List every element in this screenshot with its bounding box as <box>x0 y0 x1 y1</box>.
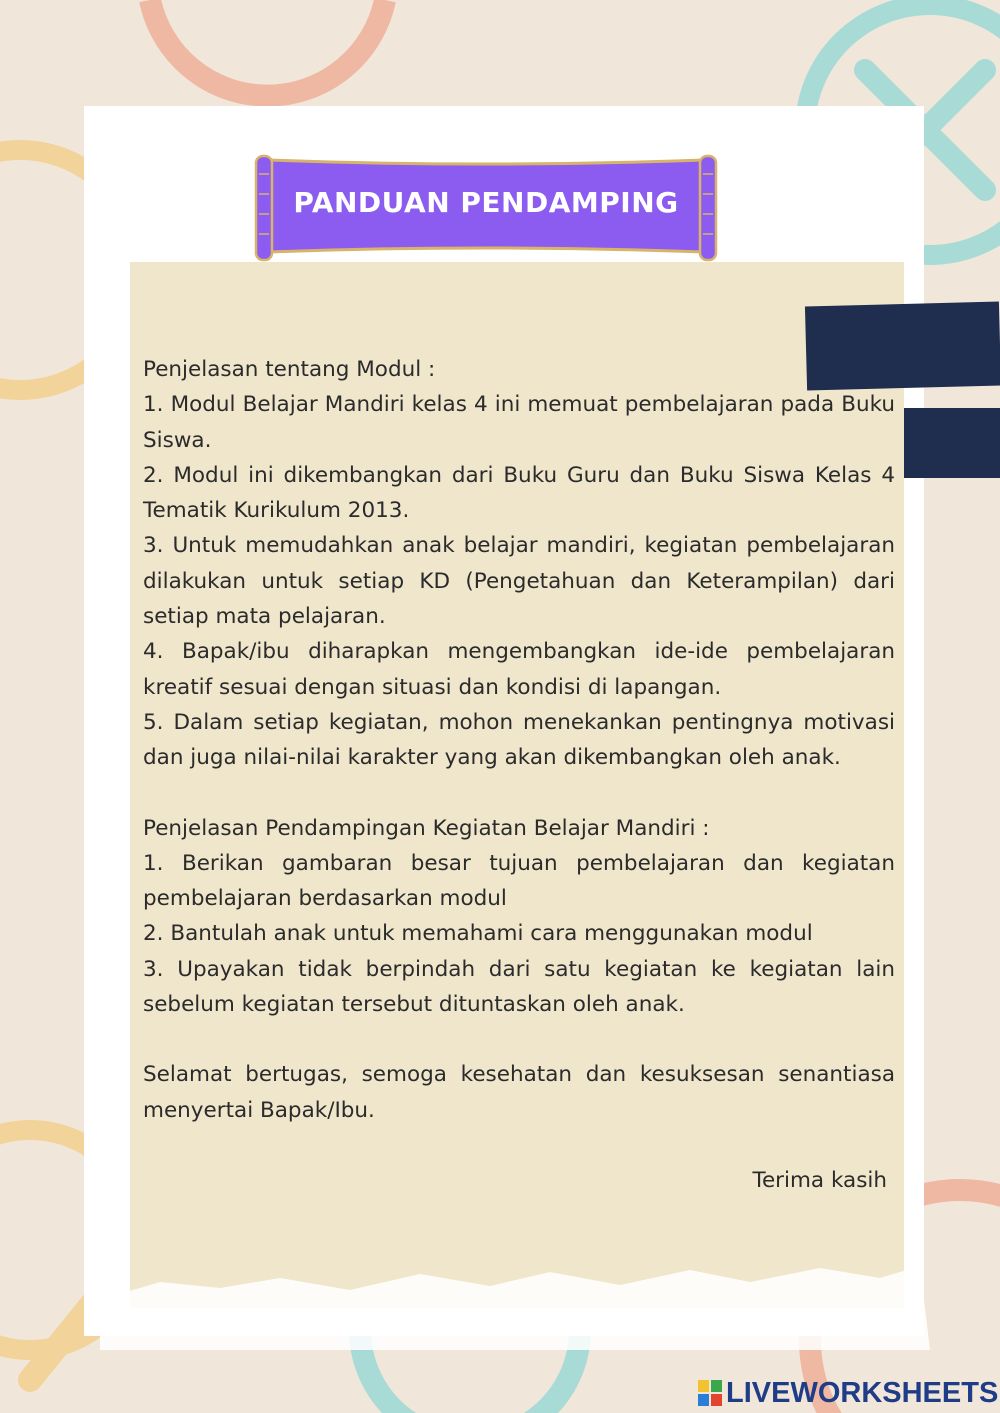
section-heading: Penjelasan Pendampingan Kegiatan Belajar Mandiri : <box>143 815 710 841</box>
signoff-text: Terima kasih <box>752 1167 887 1193</box>
torn-edge <box>100 1230 940 1350</box>
list-item: 5. Dalam setiap kegiatan, mohon menekankan pentingnya motivasi dan juga nilai-nilai karakter yang akan dikembangkan oleh anak. <box>143 709 895 771</box>
spacer <box>143 1022 895 1057</box>
list-item: 2. Modul ini dikembangkan dari Buku Guru dan Buku Siswa Kelas 4 Tematik Kurikulum 2013. <box>143 462 895 524</box>
page-title: PANDUAN PENDAMPING <box>293 186 679 219</box>
liveworksheets-logo[interactable] <box>698 1378 998 1408</box>
list-item: 3. Untuk memudahkan anak belajar mandiri, kegiatan pembelajaran dilakukan untuk setiap KD (Pengetahuan dan Keterampilan) dari setiap mata pelajaran. <box>143 533 895 630</box>
list-item: 3. Upayakan tidak berpindah dari satu kegiatan ke kegiatan lain sebelum kegiatan tersebut dituntaskan oleh anak. <box>143 956 895 1018</box>
section-heading: Penjelasan tentang Modul : <box>143 357 436 382</box>
spacer <box>143 776 895 811</box>
tape-strip-bottom <box>904 408 1000 478</box>
list-item: 1. Modul Belajar Mandiri kelas 4 ini memuat pembelajaran pada Buku Siswa. <box>143 392 895 453</box>
spacer <box>143 1128 895 1163</box>
content-body <box>143 352 895 1198</box>
list-item: 1. Berikan gambaran besar tujuan pembelajaran dan kegiatan pembelajaran berdasarkan modul <box>143 850 895 912</box>
liveworksheets-blocks-icon <box>698 1380 722 1406</box>
liveworksheets-wordmark: LIVEWORKSHEETS <box>726 1376 999 1409</box>
list-item: 4. Bapak/ibu diharapkan mengembangkan ide-ide pembelajaran kreatif sesuai dengan situasi dan kondisi di lapangan. <box>143 639 895 700</box>
list-item: 2. Bantulah anak untuk memahami cara menggunakan modul <box>143 921 813 947</box>
closing-text: Selamat bertugas, semoga kesehatan dan kesuksesan senantiasa menyertai Bapak/Ibu. <box>143 1062 895 1123</box>
